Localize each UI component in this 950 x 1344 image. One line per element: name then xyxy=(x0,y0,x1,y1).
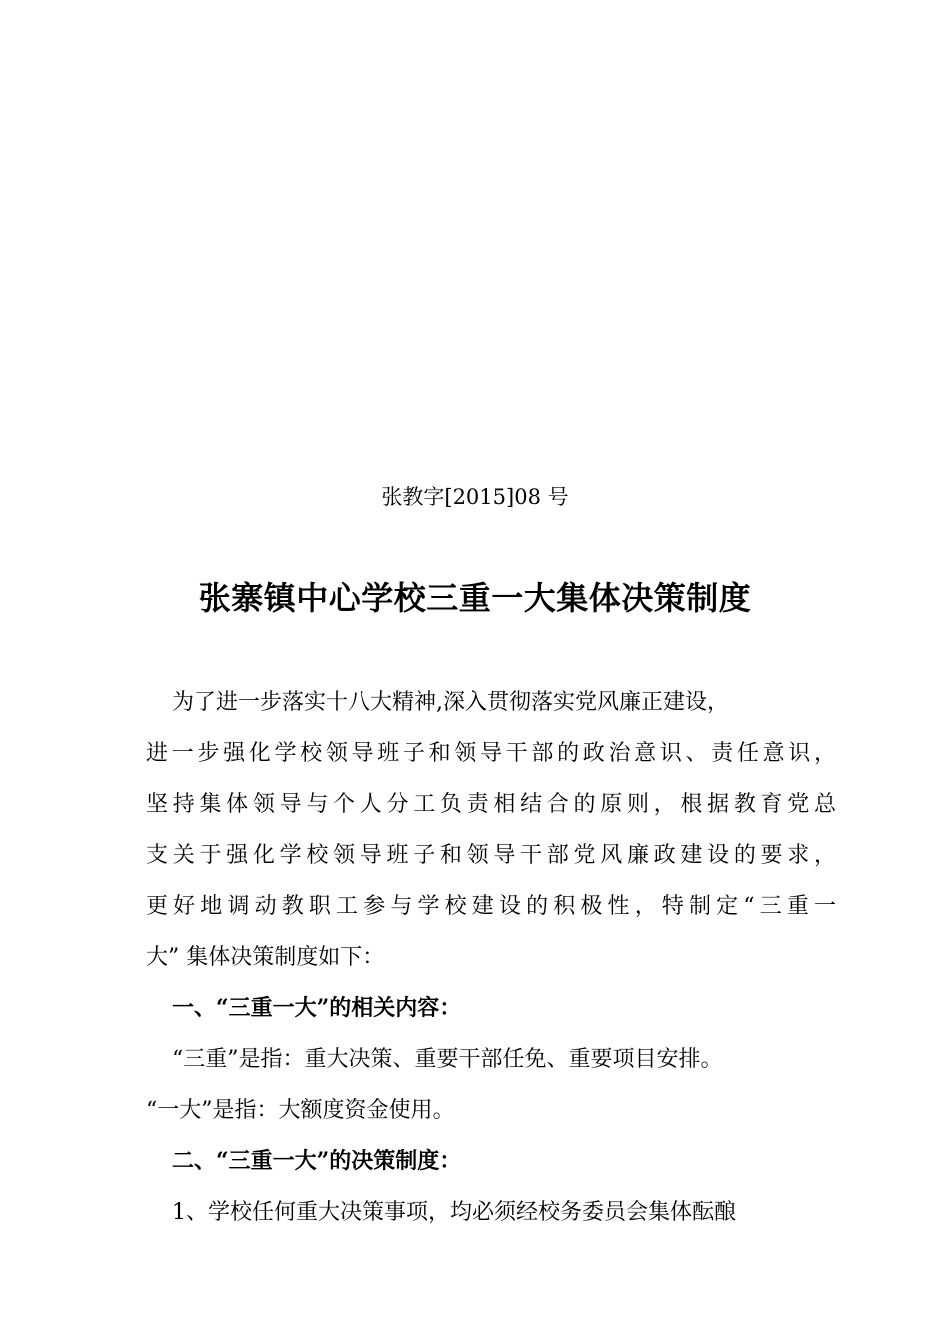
paragraph-line: 支关于强化学校领导班子和领导干部党风廉政建设的要求， xyxy=(146,843,836,868)
paragraph-line: 大” 集体决策制度如下： xyxy=(146,945,385,970)
paragraph-line: 更好地调动教职工参与学校建设的积极性，特制定“三重一 xyxy=(146,894,836,919)
paragraph-line: 进一步强化学校领导班子和领导干部的政治意识、责任意识， xyxy=(146,741,836,766)
paragraph-line: “一大”是指：大额度资金使用。 xyxy=(146,1098,455,1123)
document-title: 张寨镇中心学校三重一大集体决策制度 xyxy=(198,579,752,617)
section-heading: 二、“三重一大”的决策制度： xyxy=(172,1148,462,1174)
document-body xyxy=(146,677,836,1238)
document-number: 张教字[2015]08 号 xyxy=(381,485,569,509)
paragraph-line: 坚持集体领导与个人分工负责相结合的原则，根据教育党总 xyxy=(146,792,836,817)
paragraph-line: 1、学校任何重大决策事项，均必须经校务委员会集体酝酿 xyxy=(172,1200,736,1225)
section-heading: 一、“三重一大”的相关内容： xyxy=(172,995,462,1021)
paragraph-line: 为了进一步落实十八大精神,深入贯彻落实党风廉正建设， xyxy=(172,690,729,715)
paragraph-line: “三重”是指：重大决策、重要干部任免、重要项目安排。 xyxy=(172,1047,723,1072)
